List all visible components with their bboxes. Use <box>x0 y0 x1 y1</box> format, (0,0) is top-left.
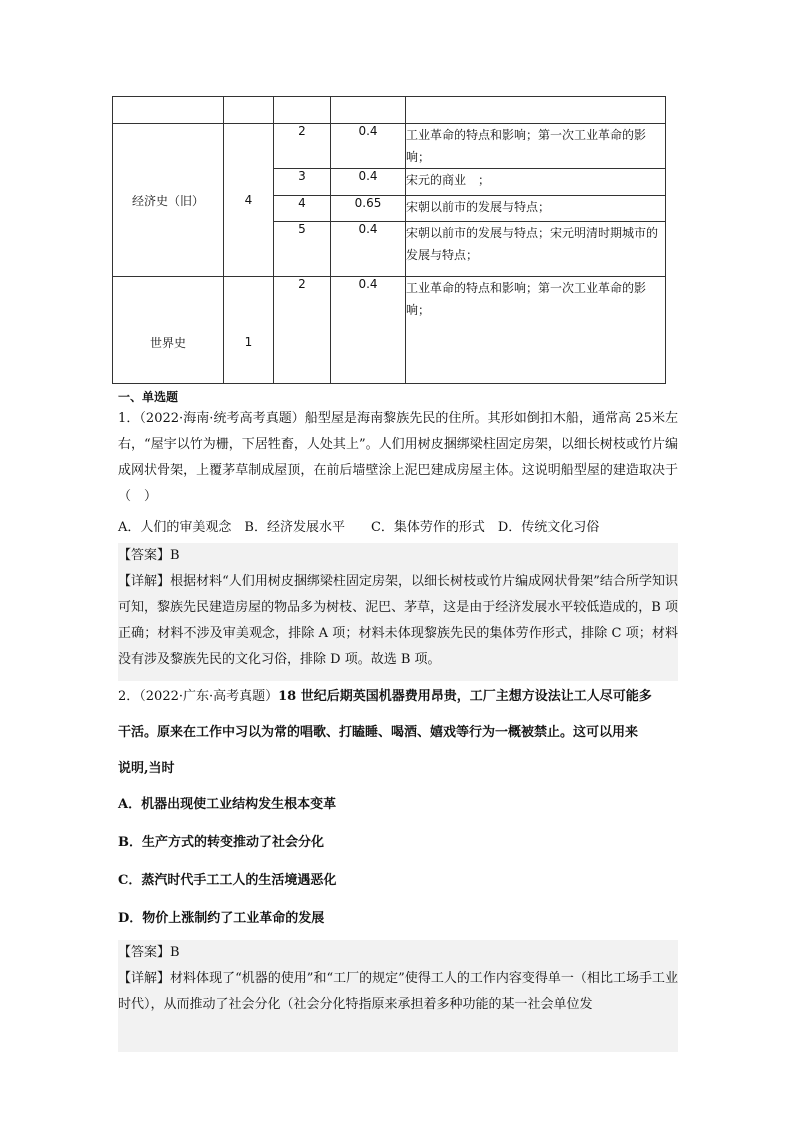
table-row <box>113 277 666 384</box>
question-1-options: A．人们的审美观念 B．经济发展水平 C．集体劳作的形式 D．传统文化习俗 <box>118 520 600 535</box>
group-name: 经济史（旧） <box>131 193 204 208</box>
row-points: 工业革命的特点和影响；第一次工业革命的影响； <box>406 277 666 384</box>
question-2-text: 18 世纪后期英国机器费用昂贵，工厂主想方设法让工人尽可能多 <box>278 689 652 704</box>
section-title: 一、单选题 <box>118 390 179 404</box>
question-2-stem-line2: 干活。原来在工作中习以为常的唱歌、打瞌睡、喝酒、嬉戏等行为一概被禁止。这可以用来 <box>118 725 639 740</box>
question-2-stem-line3: 说明,当时 <box>118 761 175 776</box>
question-2-answer-box <box>118 940 678 1052</box>
row-score: 0.4 <box>331 169 406 196</box>
table-header-row <box>113 97 666 124</box>
row-number: 4 <box>274 196 331 222</box>
question-2-option-a: A．机器出现使工业结构发生根本变革 <box>118 797 337 812</box>
group-count-cell <box>224 277 274 384</box>
row-points: 宋朝以前市的发展与特点； <box>406 196 666 222</box>
group-count: 4 <box>244 193 253 207</box>
group-count-cell <box>224 124 274 277</box>
row-number: 2 <box>274 277 331 384</box>
knowledge-table <box>112 96 666 384</box>
table-header-cell <box>113 97 224 124</box>
row-points: 宋朝以前市的发展与特点；宋元明清时期城市的发展与特点； <box>406 222 666 277</box>
group-name-cell <box>113 124 224 277</box>
row-score: 0.65 <box>331 196 406 222</box>
row-score: 0.4 <box>331 277 406 384</box>
group-name: 世界史 <box>149 335 186 350</box>
question-2-option-d: D．物价上涨制约了工业革命的发展 <box>118 911 325 926</box>
question-2-source: 2．（2022·广东·高考真题） <box>118 689 279 704</box>
row-points: 宋元的商业 ； <box>406 169 666 196</box>
question-1-answer-box <box>118 543 678 681</box>
group-name-cell <box>113 277 224 384</box>
question-2-option-b: B．生产方式的转变推动了社会分化 <box>118 835 324 850</box>
table-header-cell <box>406 97 666 124</box>
question-1-stem: 1．（2022·海南·统考高考真题）船型屋是海南黎族先民的住所。其形如倒扣木船，通常高 25米左右，“屋宇以竹为栅，下居牲畜，人处其上”。人们用树皮捆绑梁柱固定房架，以细长树枝或竹片编成网状骨架，上覆茅草制成屋顶，在前后墙壁涂上泥巴建成房屋主体。这说明船型屋的建造取决于（ ） <box>118 411 678 504</box>
question-1-detail: 【详解】根据材料“人们用树皮捆绑梁柱固定房架，以细长树枝或竹片编成网状骨架”结合所学知识可知，黎族先民建造房屋的物品多为树枝、泥巴、茅草，这是由于经济发展水平较低造成的，B 项正确；材料不涉及审美观念，排除 A 项；材料未体现黎族先民的集体劳作形式，排除 C 项；材料没有涉及黎族先民的文化习俗，排除 D 项。故选 B 项。 <box>118 574 678 667</box>
question-2-detail: 【详解】材料体现了“机器的使用”和“工厂的规定”使得工人的工作内容变得单一（相比工场手工业时代），从而推动了社会分化（社会分化特指原来承担着多种功能的某一社会单位发 <box>118 971 678 1012</box>
row-score: 0.4 <box>331 124 406 169</box>
group-count: 1 <box>244 335 253 349</box>
question-1-answer: 【答案】B <box>118 548 180 563</box>
row-score: 0.4 <box>331 222 406 277</box>
table-header-cell <box>331 97 406 124</box>
row-number: 5 <box>274 222 331 277</box>
table-header-cell <box>274 97 331 124</box>
question-2-option-c: C．蒸汽时代手工工人的生活境遇恶化 <box>118 873 337 888</box>
table-row <box>113 124 666 169</box>
question-2-stem-line1 <box>118 684 678 710</box>
row-number: 2 <box>274 124 331 169</box>
row-points: 工业革命的特点和影响；第一次工业革命的影响； <box>406 124 666 169</box>
row-number: 3 <box>274 169 331 196</box>
table-header-cell <box>224 97 274 124</box>
question-2-answer: 【答案】B <box>118 945 180 960</box>
